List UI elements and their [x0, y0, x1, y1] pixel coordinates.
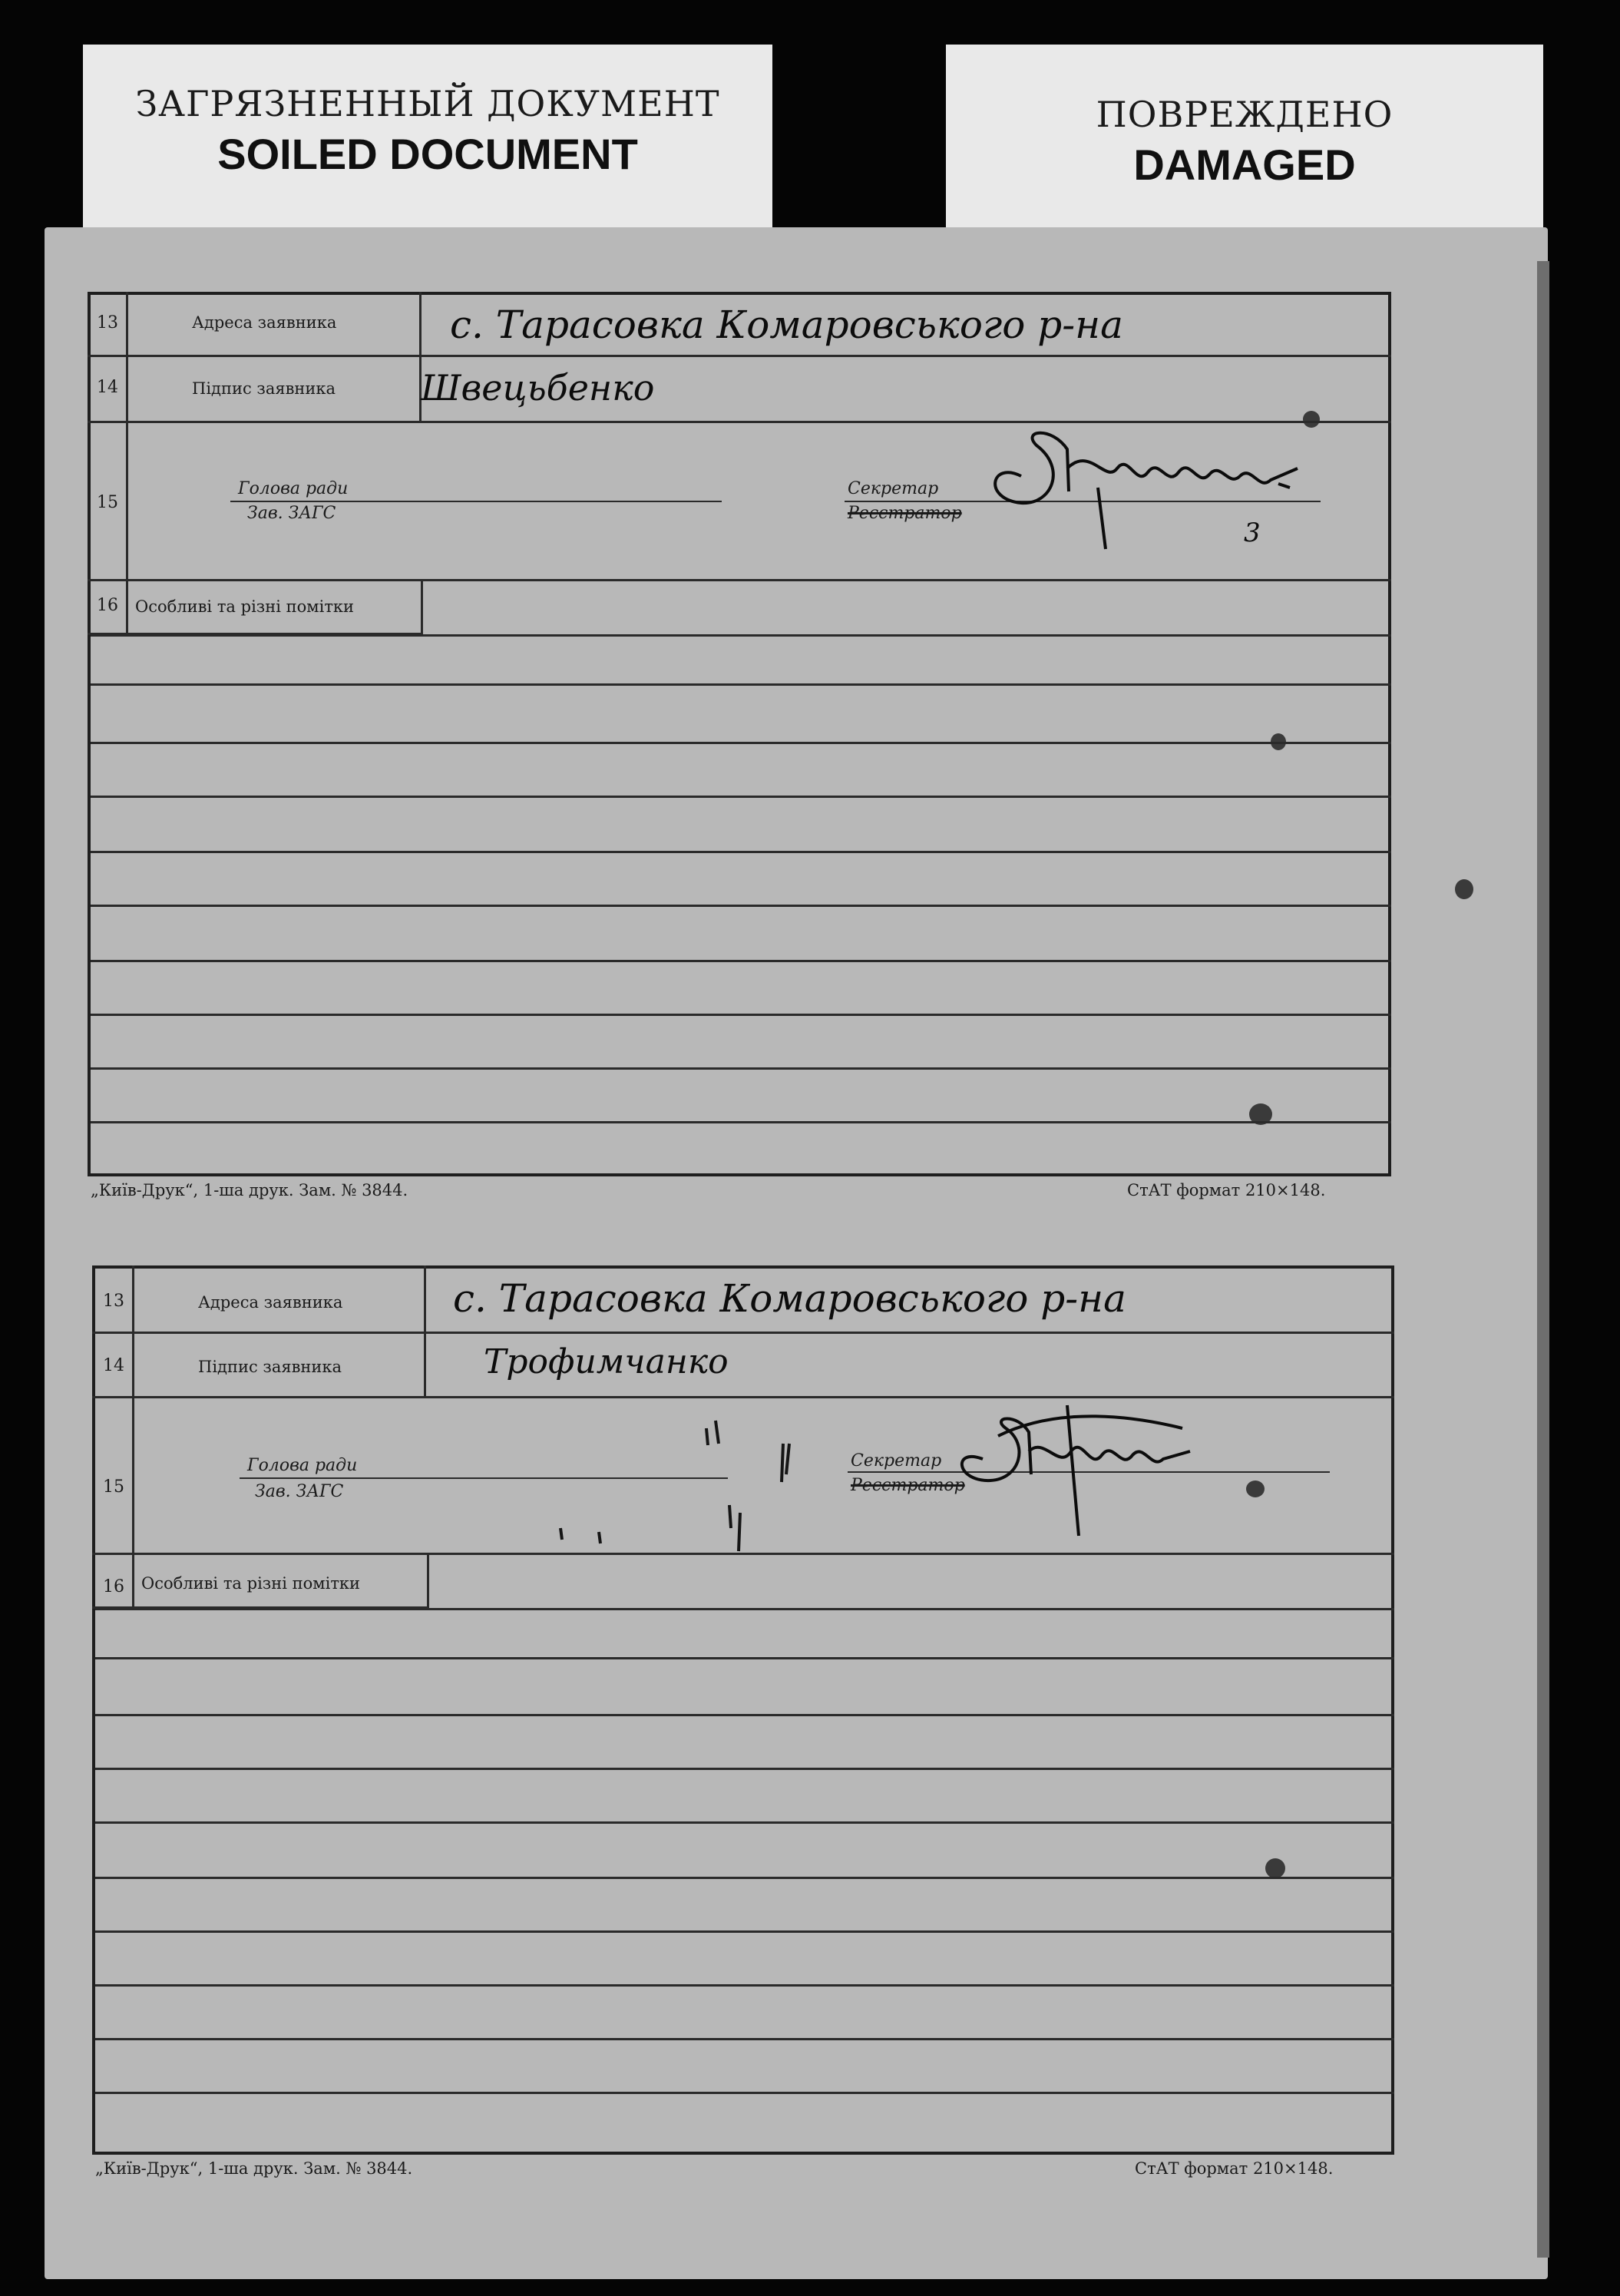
head-label: Голова ради — [247, 1456, 358, 1475]
damaged-label-en: DAMAGED — [1133, 141, 1356, 189]
row-number: 15 — [103, 1477, 124, 1497]
notes-line — [95, 1984, 1394, 1987]
notes-line — [95, 1930, 1394, 1933]
handwritten-applicant-signature: Швецьбенко — [421, 367, 655, 409]
row-number: 15 — [97, 493, 118, 512]
notes-line — [95, 1877, 1394, 1879]
row-number: 14 — [103, 1356, 124, 1375]
notes-line — [95, 1608, 1394, 1610]
notes-line — [95, 1657, 1394, 1659]
row-number: 14 — [97, 378, 118, 397]
address-label: Адреса заявника — [198, 1293, 343, 1312]
printer-imprint: „Київ-Друк“, 1-ша друк. Зам. № 3844. — [95, 2159, 413, 2178]
secretary-label: Секретар — [848, 479, 939, 498]
notes-label: Особливі та різні помітки — [141, 1574, 361, 1593]
handwritten-applicant-signature: Трофимчанко — [484, 1342, 729, 1381]
column-divider — [424, 1265, 426, 1398]
printer-imprint: „Київ-Друк“, 1-ша друк. Зам. № 3844. — [91, 1181, 408, 1199]
handwritten-address: с. Тарасовка Комаровського р-на — [450, 303, 1123, 347]
head-label: Голова ради — [238, 479, 349, 498]
handwritten-address: с. Тарасовка Комаровського р-на — [453, 1276, 1126, 1321]
svg-text:3: 3 — [1244, 518, 1261, 548]
format-imprint: СтАТ формат 210×148. — [1127, 1181, 1326, 1199]
ink-marks — [537, 1398, 814, 1567]
row-divider — [92, 1332, 1394, 1334]
soiled-label-en: SOILED DOCUMENT — [217, 130, 638, 178]
registrar-label: Реєстратор — [848, 504, 962, 523]
notes-line — [95, 2038, 1394, 2040]
zags-label: Зав. ЗАГС — [247, 504, 336, 523]
secretary-signature — [952, 1375, 1213, 1551]
notes-line — [95, 1821, 1394, 1824]
soiled-label-ru: ЗАГРЯЗНЕННЫЙ ДОКУМЕНТ — [135, 83, 720, 124]
signature-label: Підпис заявника — [192, 379, 336, 398]
row-number: 16 — [97, 596, 118, 615]
column-divider — [132, 1265, 134, 1608]
row-number: 13 — [103, 1292, 124, 1311]
zags-label: Зав. ЗАГС — [255, 1482, 344, 1501]
notes-line — [95, 1714, 1394, 1716]
notes-label: Особливі та різні помітки — [135, 597, 355, 616]
registrar-label: Реєстратор — [851, 1476, 965, 1495]
column-divider — [427, 1553, 429, 1608]
format-imprint: СтАТ формат 210×148. — [1135, 2159, 1334, 2178]
secretary-label: Секретар — [851, 1451, 942, 1471]
row-number: 16 — [103, 1577, 124, 1596]
row-number: 13 — [97, 313, 118, 332]
notes-line — [95, 1768, 1394, 1770]
signature-label: Підпис заявника — [198, 1358, 342, 1376]
notes-line — [95, 2092, 1394, 2094]
damaged-label-ru: ПОВРЕЖДЕНО — [1096, 94, 1394, 135]
address-label: Адреса заявника — [192, 313, 337, 332]
